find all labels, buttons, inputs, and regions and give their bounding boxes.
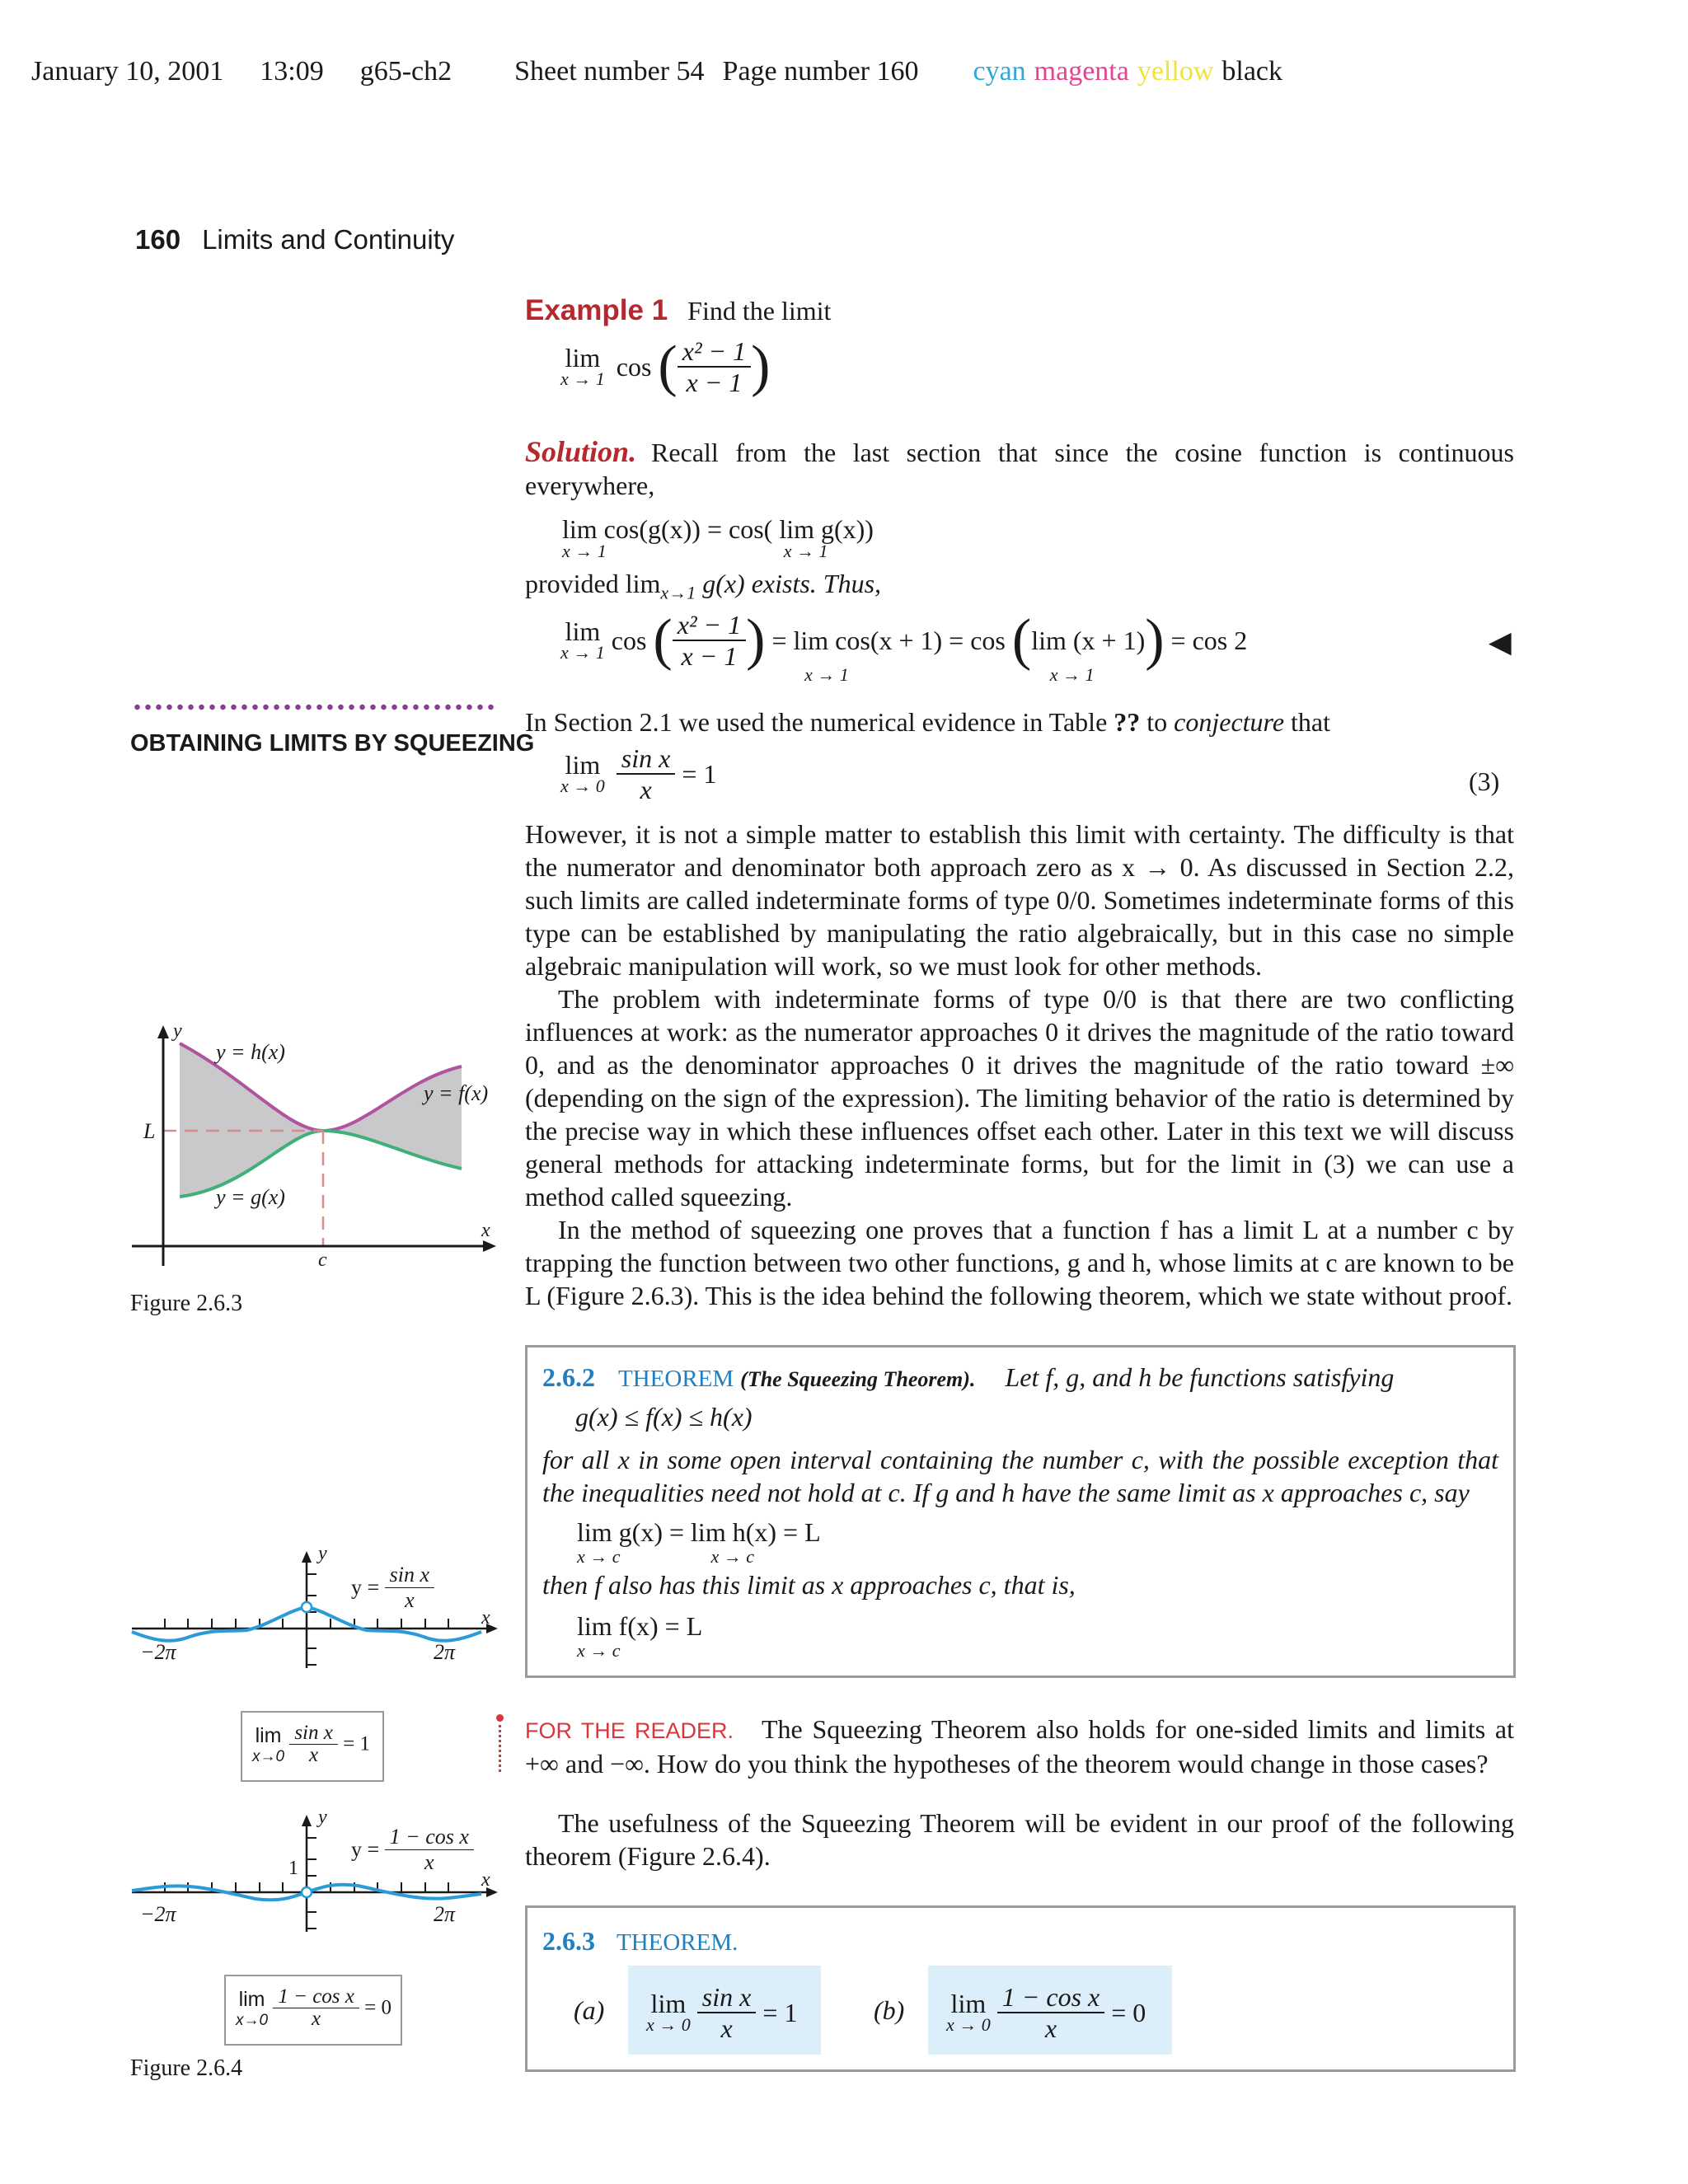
- sinx-hole: [302, 1602, 312, 1612]
- para-1: However, it is not a simple matter to establish this limit with certainty. The difficulty is that the numerator and denominator both approach zero as x → 0. As discussed in Section 2.2, such limits are called indeterminate forms of type 0/0. Sometimes indeterminate forms of this type can be established by manipulating the ratio algebraically, but in this case no simple algebraic manipulation will work, so we must look for other methods.: [525, 819, 1514, 981]
- eq-a-text: lim g(x) = lim h(x) = L: [577, 1517, 821, 1547]
- theorem-262-ineq: g(x) ≤ f(x) ≤ h(x): [575, 1402, 753, 1432]
- box1-sub: x→0: [252, 1747, 285, 1765]
- box2-rhs: = 0: [364, 1996, 392, 2019]
- theorem-262-eq-a: [577, 1516, 821, 1565]
- fig263-h-label: y = h(x): [216, 1040, 285, 1064]
- theorem-262-head: [542, 1361, 1394, 1396]
- intro-c: that: [1284, 707, 1330, 737]
- b-rhs: = 0: [1111, 1998, 1146, 2027]
- box2-lim: lim: [238, 1987, 265, 2011]
- squeeze-region: [180, 1043, 462, 1197]
- box2-num: 1 − cos x: [273, 1986, 359, 2008]
- header-cyan: cyan: [973, 56, 1026, 87]
- running-head: [135, 224, 454, 256]
- theorem-262-body: for all x in some open interval containing the number c, with the possible exception that the inequalities need not hold at c. If g and h have the same limit as x approaches c, say: [542, 1445, 1498, 1507]
- fig263-L-label: L: [143, 1119, 156, 1143]
- intro-line: [525, 705, 1330, 738]
- eq2-cos: cos: [611, 626, 647, 655]
- eq1-sub-a: x → 1: [562, 541, 607, 561]
- eq-a-sub1: x → c: [577, 1546, 621, 1567]
- solution-eq2: lim x → 1 cos ( $\frac{\text{x² − 1}}{x - 1}$ ) = lim cos(x + 1) = cos (lim (x + 1)) = cos 2: [560, 608, 1248, 672]
- para-2: The problem with indeterminate forms of type 0/0 is that there are two conflicting influences at work: as the numerator approaches 0 it drives the magnitude of the ratio toward 0, and as the denominator approaches 0 it drives the magnitude of the ratio toward ±∞ (depending on the sign of the expression). The limiting behavior of the ratio is determined by the precise way in which these influences offset each other. Later in this text we will discuss general methods for attacking indeterminate forms, but for the limit in (3) we can use a method called squeezing.: [525, 984, 1514, 1212]
- chapter-title: Limits and Continuity: [202, 224, 455, 255]
- theorem-263-number: 2.6.3: [542, 1926, 595, 1956]
- solution-label: Solution.: [525, 435, 637, 468]
- a-den: x: [720, 2013, 733, 2043]
- eq1-sub-b: x → 1: [783, 541, 828, 561]
- eq-b-sub: x → c: [577, 1640, 621, 1661]
- eq3-tag: (3): [1469, 766, 1500, 796]
- intro-ref: ??: [1114, 707, 1141, 737]
- eq2-inner: lim (x + 1): [1031, 626, 1146, 655]
- text2-sub: x→1: [660, 582, 696, 603]
- box1-rhs: = 1: [343, 1732, 370, 1755]
- cosx-hole: [302, 1887, 312, 1897]
- solution-eq1: [562, 513, 874, 560]
- denominator: x − 1: [686, 368, 743, 397]
- box1-den: x: [309, 1744, 319, 1766]
- eq1-text: lim cos(g(x)) = cos( lim g(x)): [562, 514, 874, 544]
- fig263-c-label: c: [318, 1249, 327, 1271]
- eq-b-text: lim f(x) = L: [577, 1611, 703, 1641]
- header-magenta: magenta: [1034, 56, 1129, 87]
- eq2-part1: = lim cos(x + 1) = cos: [771, 626, 1006, 655]
- eq3-rhs: = 1: [682, 759, 717, 789]
- theorem-263-b-formula: [928, 1966, 1172, 2055]
- g1-y-label: y: [318, 1543, 327, 1564]
- g1-yeq: y =: [351, 1575, 380, 1600]
- box2-sub: x→0: [236, 2011, 269, 2029]
- header-yellow: yellow: [1137, 56, 1214, 87]
- eq2-num: x² − 1: [673, 610, 746, 641]
- g2-num: 1 − cos x: [385, 1825, 474, 1850]
- a-num: sin x: [697, 1982, 757, 2013]
- g2-yeq: y =: [351, 1837, 380, 1862]
- header-page: Page number 160: [722, 56, 919, 87]
- solution-text2: [525, 567, 881, 609]
- g1-equation: [351, 1563, 434, 1613]
- lim-sub: x → 1: [560, 368, 605, 389]
- eq2-sub-2: x → 1: [804, 664, 849, 685]
- a-lim: lim: [650, 1989, 687, 2018]
- eq2-den: x − 1: [681, 641, 738, 671]
- g1-x-label: x: [481, 1607, 490, 1629]
- fig263-y-label: y: [173, 1020, 182, 1042]
- solution-para: [525, 435, 1514, 502]
- theorem-262-eq-b: [577, 1610, 702, 1659]
- eq3-sub: x → 0: [560, 776, 605, 796]
- theorem-263-label: THEOREM.: [617, 1929, 738, 1956]
- lim-op: lim: [565, 343, 601, 373]
- reader-label: FOR THE READER.: [525, 1718, 734, 1743]
- dotted-rule: [132, 704, 495, 710]
- header-sheet: Sheet number 54: [514, 56, 705, 87]
- theorem-262-lead: Let f, g, and h be functions satisfying: [1005, 1362, 1395, 1392]
- theorem-262-box: [525, 1345, 1516, 1678]
- a-rhs: = 1: [762, 1998, 798, 2027]
- a-sub: x → 0: [646, 2014, 691, 2035]
- intro-em: conjecture: [1174, 707, 1285, 737]
- box1-num: sin x: [289, 1722, 338, 1745]
- eq2-lim-sub: x → 1: [560, 642, 605, 663]
- g2-den: x: [424, 1850, 434, 1874]
- theorem-263-a-formula: [628, 1966, 821, 2055]
- example-line: [525, 294, 831, 327]
- para-4: The usefulness of the Squeezing Theorem will be evident in our proof of the following theorem (Figure 2.6.4).: [525, 1808, 1514, 1871]
- cos-op: cos: [616, 352, 652, 382]
- text2-rest: g(x) exists. Thus,: [702, 569, 882, 598]
- para-3: In the method of squeezing one proves that a function f has a limit L at a number c by trapping the function between two other functions, g and h, whose limits at c are known to be L (Figure 2.6.3). This is the idea behind the following theorem, which we state without proof.: [525, 1215, 1514, 1310]
- theorem-262-number: 2.6.2: [542, 1362, 595, 1392]
- solution-text1: Recall from the last section that since the cosine function is continuous everywhere,: [525, 438, 1514, 500]
- intro-a: In Section 2.1 we used the numerical evidence in Table: [525, 707, 1114, 737]
- eq3-num: sin x: [617, 743, 676, 775]
- text2-lim: provided lim: [525, 569, 661, 598]
- example-label: Example 1: [525, 294, 668, 326]
- fig263-f-label: y = f(x): [424, 1081, 489, 1105]
- equation-3: [560, 743, 716, 804]
- g2-x-label: x: [481, 1869, 490, 1891]
- reader-marker: [496, 1714, 503, 1775]
- intro-b: to: [1140, 707, 1175, 737]
- page-number: 160: [135, 224, 181, 255]
- box2-den: x: [312, 2008, 321, 2030]
- figure-263-caption: Figure 2.6.3: [130, 1291, 243, 1316]
- g1-den: x: [405, 1588, 415, 1612]
- g1-right-label: 2π: [434, 1640, 456, 1664]
- end-of-example-marker: ◀: [1489, 626, 1512, 658]
- figure-263-graph: [124, 1014, 511, 1286]
- section-heading: OBTAINING LIMITS BY SQUEEZING: [130, 730, 535, 757]
- eq-a-sub2: x → c: [710, 1546, 755, 1567]
- theorem-262-then: then f also has this limit as x approaches c, that is,: [542, 1570, 1076, 1600]
- b-lim: lim: [950, 1989, 987, 2018]
- example-equation: lim x → 1 cos ( $\frac{\text{x² − 1}}{x - 1}$ ): [560, 335, 771, 398]
- theorem-262-name: (The Squeezing Theorem).: [740, 1367, 976, 1391]
- g1-left-label: −2π: [140, 1640, 176, 1664]
- eq2-lim: lim: [565, 616, 601, 646]
- box1-lim: lim: [255, 1723, 282, 1747]
- theorem-262-label: THEOREM: [618, 1366, 734, 1392]
- reader-note: [525, 1713, 1514, 1780]
- fig263-g-label: y = g(x): [216, 1185, 285, 1209]
- part-b-label: (b): [874, 1995, 905, 2025]
- theorem-263-box: [525, 1905, 1516, 2072]
- eq3-den: x: [640, 775, 652, 804]
- b-sub: x → 0: [946, 2014, 991, 2035]
- g1-num: sin x: [385, 1563, 434, 1588]
- fig263-x-label: x: [481, 1220, 490, 1241]
- header-time: 13:09: [260, 56, 324, 87]
- header-date: January 10, 2001: [31, 56, 224, 87]
- eq3-lim: lim: [565, 750, 601, 780]
- print-header: [31, 56, 1319, 87]
- eq2-result: = cos 2: [1170, 626, 1248, 655]
- header-black: black: [1221, 56, 1283, 87]
- theorem-263-head: [542, 1924, 738, 1959]
- example-prompt: Find the limit: [687, 296, 832, 326]
- g2-one-label: 1: [288, 1858, 298, 1879]
- g2-equation: [351, 1825, 474, 1875]
- b-den: x: [1044, 2013, 1057, 2043]
- box1-formula: [241, 1711, 384, 1782]
- header-file: g65-ch2: [359, 56, 452, 87]
- reader-text: The Squeezing Theorem also holds for one-sided limits and limits at +∞ and −∞. How do you think the hypotheses of the theorem would change in those cases?: [525, 1714, 1515, 1779]
- eq2-sub-3: x → 1: [1049, 664, 1095, 685]
- part-a-label: (a): [574, 1995, 605, 2025]
- figure-264-caption: Figure 2.6.4: [130, 2055, 243, 2081]
- numerator: x² − 1: [678, 336, 751, 368]
- box2-formula: [224, 1975, 402, 2046]
- eq2-sub-row: [667, 664, 1095, 686]
- g2-left-label: −2π: [140, 1902, 176, 1926]
- g2-y-label: y: [318, 1807, 327, 1828]
- g2-right-label: 2π: [434, 1902, 456, 1926]
- b-num: 1 − cos x: [997, 1982, 1104, 2013]
